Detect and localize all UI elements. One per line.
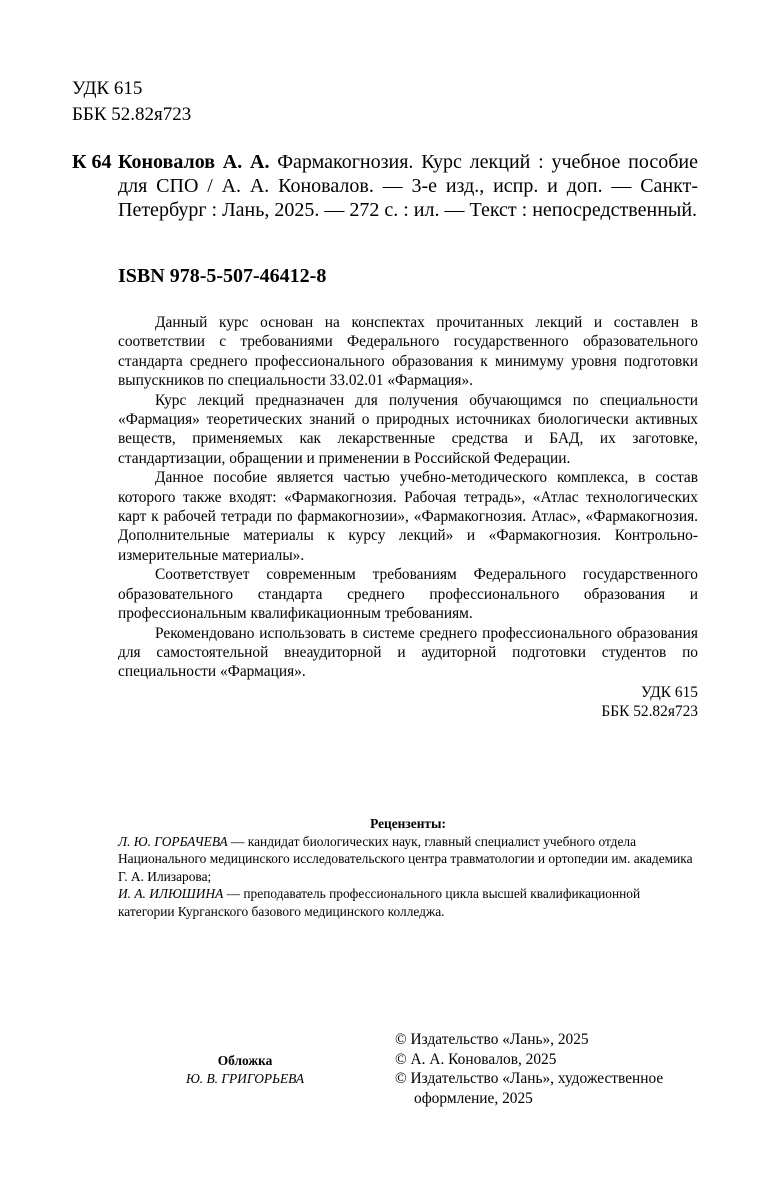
udk-code: УДК 615 [640,684,698,701]
author-mark: К 64 [72,151,112,173]
classification-header [72,76,191,128]
reviewer-entry [118,833,698,886]
annotation-paragraph: Данное пособие является частью учебно-методического комплекса, в состав которого также входят: «Фармакогнозия. Рабочая тетрадь», «Атлас технологических карт к рабочей тетради по фармакогнозии», «Фармакогнозия. Атлас», «Фармакогнозия. Дополнительные материалы к курсу лекций» и «Фармакогнозия. Контрольно-измерительные материалы». [118,469,698,564]
annotation [118,313,698,682]
reviewer-name: Л. Ю. ГОРБАЧЕВА [118,833,228,849]
author-name: Коновалов А. А. [118,151,270,173]
reviewer-details: — кандидат биологических наук, главный специалист учебного отдела Национального медицинского исследовательского центра травматологии и ортопедии им. академика Г. А. Илизарова; [118,833,693,884]
udk-code: УДК 615 [72,78,143,99]
reviewer-name: И. А. ИЛЮШИНА [118,886,224,902]
classification-footer [601,683,698,722]
reviewer-details: — преподаватель профессионального цикла высшей квалификационной категории Курганского базового медицинского колледжа. [118,886,641,919]
reviewer-entry [118,885,698,920]
copyright-block [395,1030,715,1108]
annotation-paragraph: Соответствует современным требованиям Федерального государственного образовательного стандарта среднего профессионального образования и профессиональным квалификационным требованиям. [118,566,698,623]
cover-credit [160,1052,330,1087]
copyright-line: © А. А. Коновалов, 2025 [395,1050,557,1068]
isbn: ISBN 978-5-507-46412-8 [118,265,327,287]
bibliographic-description [118,150,698,222]
catalog-entry [72,150,698,222]
bbk-code: ББК 52.82я723 [601,703,698,721]
cover-title: Обложка [217,1053,273,1068]
annotation-paragraph: Курс лекций предназначен для получения обучающимся по специальности «Фармация» теоретических знаний о природных источниках биологически активных веществ, применяемых как лекарственные средства и БАД, их заготовке, стандартизации, обращении и применении в Российской Федерации. [118,391,698,467]
bibliographic-text: Фармакогнозия. Курс лекций : учебное пособие для СПО / А. А. Коновалов. — 3-е изд., испр. и доп. — Санкт-Петербург : Лань, 2025. — 272 с. : ил. — Текст : непосредственный. [118,151,699,221]
copyright-line: © Издательство «Лань», художественное оформление, 2025 [395,1070,664,1107]
reviewers-heading: Рецензенты: [370,816,446,831]
cover-artist: Ю. В. ГРИГОРЬЕВА [185,1070,305,1086]
copyright-line: © Издательство «Лань», 2025 [395,1031,589,1048]
bbk-code: ББК 52.82я723 [72,104,192,125]
annotation-paragraph: Данный курс основан на конспектах прочитанных лекций и составлен в соответствии с требованиями Федерального государственного образовательного стандарта среднего профессионального образования к минимуму уровня подготовки выпускников по специальности 33.02.01 «Фармация». [118,314,698,390]
annotation-paragraph: Рекомендовано использовать в системе среднего профессионального образования для самостоятельной внеаудиторной и аудиторной подготовки студентов по специальности «Фармация». [118,624,698,681]
reviewers-block [118,815,698,921]
